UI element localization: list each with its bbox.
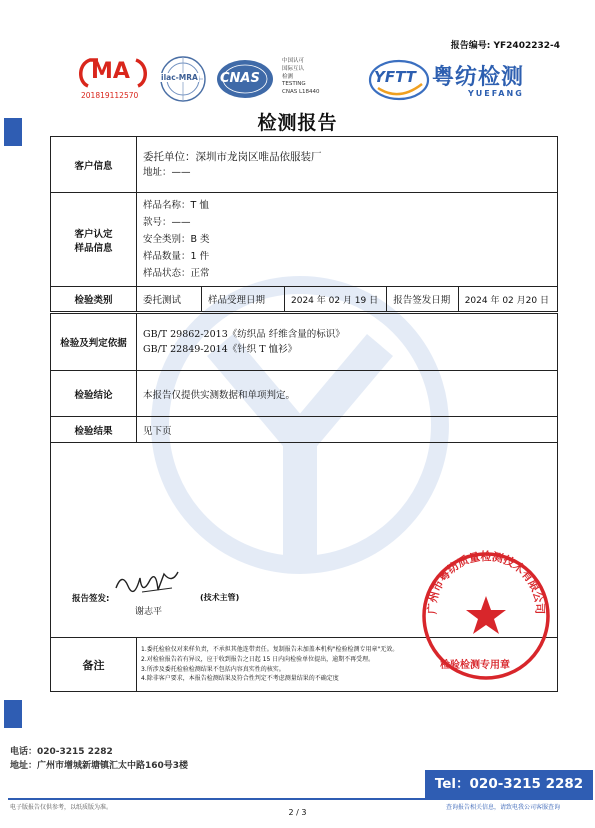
receive-date-value: 2024 年 02 月 19 日 bbox=[285, 287, 387, 313]
footer-divider bbox=[8, 798, 593, 800]
sample-info-label bbox=[51, 193, 137, 287]
yuefang-abbr: YFTT bbox=[374, 68, 416, 86]
yuefang-logo bbox=[368, 58, 558, 102]
conclusion-label: 检验结论 bbox=[51, 371, 137, 417]
sample-info-row bbox=[51, 193, 558, 287]
cnas-line: 检测 bbox=[282, 73, 294, 80]
inspection-type-row bbox=[51, 287, 558, 313]
basis-standard: GB/T 22849-2014《针织 T 恤衫》 bbox=[143, 344, 298, 355]
footer-phone: 电话：020-3215 2282 bbox=[10, 747, 113, 757]
cnas-line: 中国认可 bbox=[282, 58, 305, 64]
signature-label: 报告签发: bbox=[72, 594, 110, 604]
cnas-accreditation-text bbox=[282, 58, 320, 97]
side-marker-bottom bbox=[4, 700, 22, 728]
sample-info-cell bbox=[137, 193, 558, 287]
sample-name: 样品名称：T 恤 bbox=[143, 200, 209, 211]
client-info-label: 客户信息 bbox=[51, 137, 137, 193]
sample-info-label-line2: 样品信息 bbox=[74, 242, 113, 254]
remark-note: 1.委托检验仅对来样负责，不承担其他连带责任。复制报告未加盖本机构"检验检测专用章"无效。 bbox=[141, 646, 399, 654]
cnas-line: CNAS L18440 bbox=[282, 89, 320, 96]
page-number: 2 / 3 bbox=[288, 808, 307, 817]
cma-number: 201819112570 bbox=[81, 91, 139, 100]
yuefang-sub: YUEFANG bbox=[468, 89, 524, 98]
footer-address: 地址：广州市增城新塘镇汇太中路160号3楼 bbox=[10, 761, 189, 771]
inspection-type-label: 检验类别 bbox=[51, 287, 137, 313]
conclusion-row bbox=[51, 371, 558, 417]
cnas-logo-text: CNAS bbox=[220, 71, 260, 86]
remarks-label: 备注 bbox=[51, 638, 137, 692]
footer-disclaimer-right: 查询报告相关信息，请致电我公司客服查询 bbox=[446, 804, 561, 811]
client-company: 委托单位：深圳市龙岗区唯品依服装厂 bbox=[143, 150, 322, 163]
client-info-cell bbox=[137, 137, 558, 193]
footer-disclaimer-left: 电子版报告仅供参考，以纸质版为准。 bbox=[10, 804, 113, 811]
cnas-line: TESTING bbox=[282, 81, 306, 88]
signer-role: (技术主管) bbox=[200, 593, 240, 602]
signer-name: 谢志平 bbox=[135, 607, 163, 617]
receive-date-label: 样品受理日期 bbox=[202, 287, 285, 313]
ilac-logo-text: ilac-MRA bbox=[161, 73, 198, 82]
handwritten-signature bbox=[112, 566, 182, 602]
remark-note: 4.除非客户要求，本报告检测结果及符合性判定不考虑测量结果的不确定度 bbox=[141, 675, 339, 683]
issue-date-value: 2024 年 02 月20 日 bbox=[458, 287, 557, 313]
sample-quantity: 样品数量：1 件 bbox=[143, 251, 210, 262]
sample-safety-class: 安全类别：B 类 bbox=[143, 234, 210, 245]
remark-note: 2.对检验报告若有异议，应于收到报告之日起 15 日内向检验单位提出，逾期不再受理。 bbox=[141, 655, 375, 663]
basis-cell bbox=[137, 313, 558, 371]
result-text: 见下页 bbox=[137, 417, 558, 443]
conclusion-text: 本报告仅提供实测数据和单项判定。 bbox=[137, 371, 558, 417]
page-title: 检测报告 bbox=[257, 112, 338, 134]
yuefang-name: 粤纺检测 bbox=[432, 65, 525, 90]
cma-logo bbox=[78, 56, 148, 102]
ilac-logo bbox=[158, 54, 208, 104]
basis-label: 检验及判定依据 bbox=[51, 313, 137, 371]
cnas-line: 国际互认 bbox=[282, 65, 305, 72]
sample-status: 样品状态：正常 bbox=[143, 268, 210, 279]
cnas-logo bbox=[216, 58, 281, 102]
sample-style-no: 款号：—— bbox=[143, 217, 191, 228]
cma-logo-text: MA bbox=[91, 59, 130, 84]
tel-banner: Tel：020-3215 2282 bbox=[425, 770, 593, 798]
client-info-row bbox=[51, 137, 558, 193]
result-label: 检验结果 bbox=[51, 417, 137, 443]
inspection-type-value: 委托测试 bbox=[137, 287, 202, 313]
report-number: 报告编号: YF2402232-4 bbox=[450, 41, 560, 51]
stamp-org: 广州市粤纺质量检测技术有限公司 bbox=[425, 550, 547, 615]
sample-info-label-line1: 客户认定 bbox=[74, 228, 113, 240]
issue-date-label: 报告签发日期 bbox=[387, 287, 458, 313]
stamp-bottom-text: 检验检测专用章 bbox=[440, 660, 510, 671]
basis-row bbox=[51, 313, 558, 371]
basis-standard: GB/T 29862-2013《纺织品 纤维含量的标识》 bbox=[143, 329, 345, 340]
remark-note: 3.所涉及委托检验检测结果不包括内容真实性的核实。 bbox=[141, 665, 285, 673]
result-row bbox=[51, 417, 558, 443]
client-address: 地址：—— bbox=[143, 166, 191, 178]
